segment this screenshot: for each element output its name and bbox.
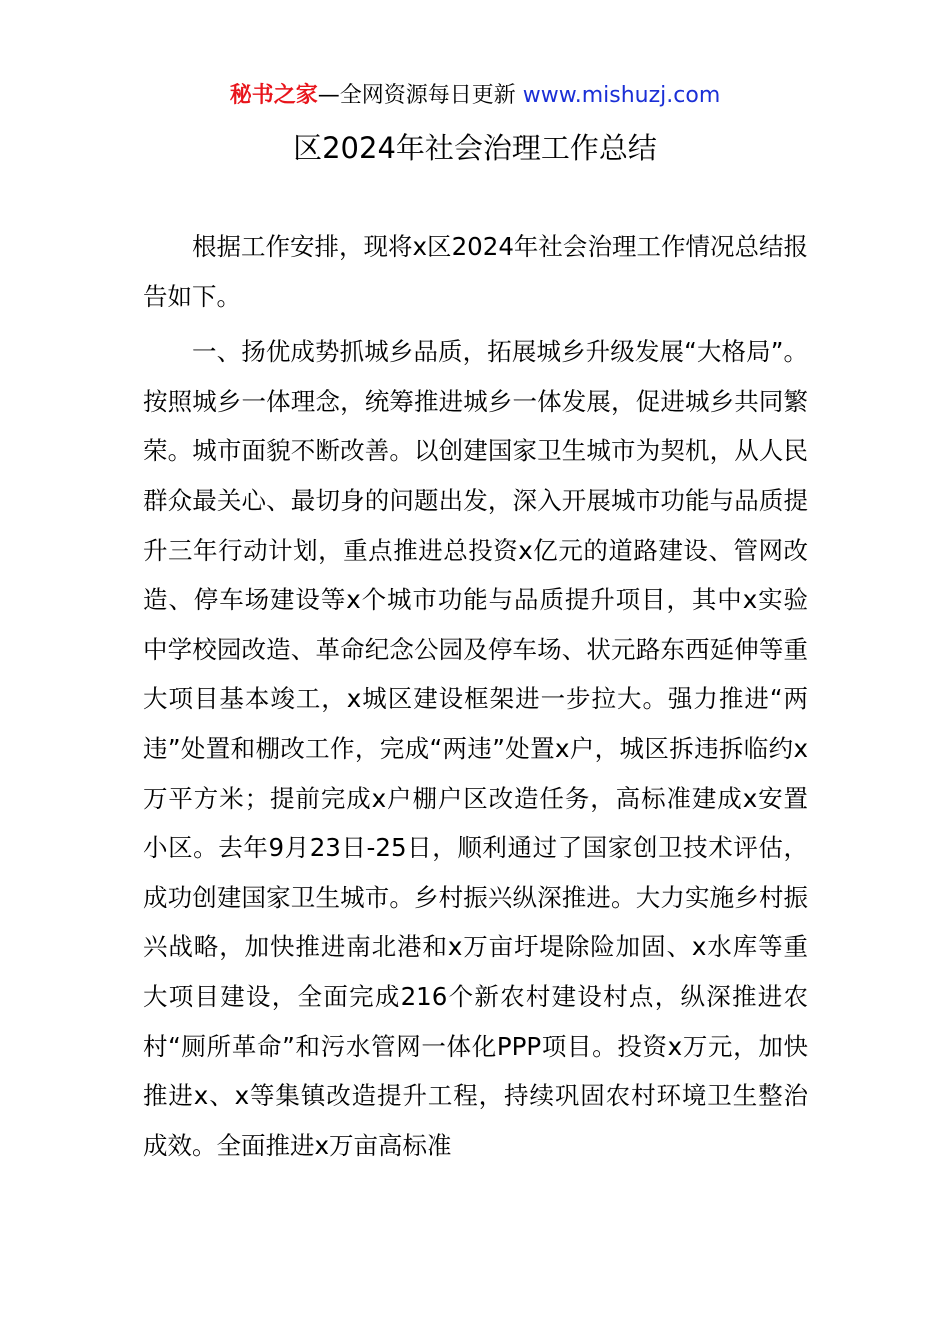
paragraph-section-1: 一、扬优成势抓城乡品质，拓展城乡升级发展“大格局”。按照城乡一体理念，统筹推进城乡一体发展，促进城乡共同繁荣。城市面貌不断改善。以创建国家卫生城市为契机，从人民群众最关心、最切身的问题出发，深入开展城市功能与品质提升三年行动计划，重点推进总投资x亿元的道路建设、管网改造、停车场建设等x个城市功能与品质提升项目，其中x实验中学校园改造、革命纪念公园及停车场、状元路东西延伸等重大项目基本竣工，x城区建设框架进一步拉大。强力推进“两违”处置和棚改工作，完成“两违”处置x户，城区拆违拆临约x万平方米；提前完成x户棚户区改造任务，高标准建成x安置小区。去年9月23日-25日，顺利通过了国家创卫技术评估，成功创建国家卫生城市。乡村振兴纵深推进。大力实施乡村振兴战略，加快推进南北港和x万亩圩堤除险加固、x水库等重大项目建设，全面完成216个新农村建设村点，纵深推进农村“厕所革命”和污水管网一体化PPP项目。投资x万元，加快推进x、x等集镇改造提升工程，持续巩固农村环境卫生整治成效。全面推进x万亩高标准: [143, 337, 808, 1160]
site-url-link[interactable]: www.mishuzj.com: [522, 83, 721, 108]
document-body: [143, 222, 808, 1176]
site-tagline: —全网资源每日更新: [317, 83, 523, 108]
site-header: [0, 80, 950, 112]
paragraph-intro: 根据工作安排，现将x区2024年社会治理工作情况总结报告如下。: [143, 232, 808, 311]
document-title: 区2024年社会治理工作总结: [293, 131, 657, 165]
site-brand: 秘书之家: [229, 83, 318, 108]
